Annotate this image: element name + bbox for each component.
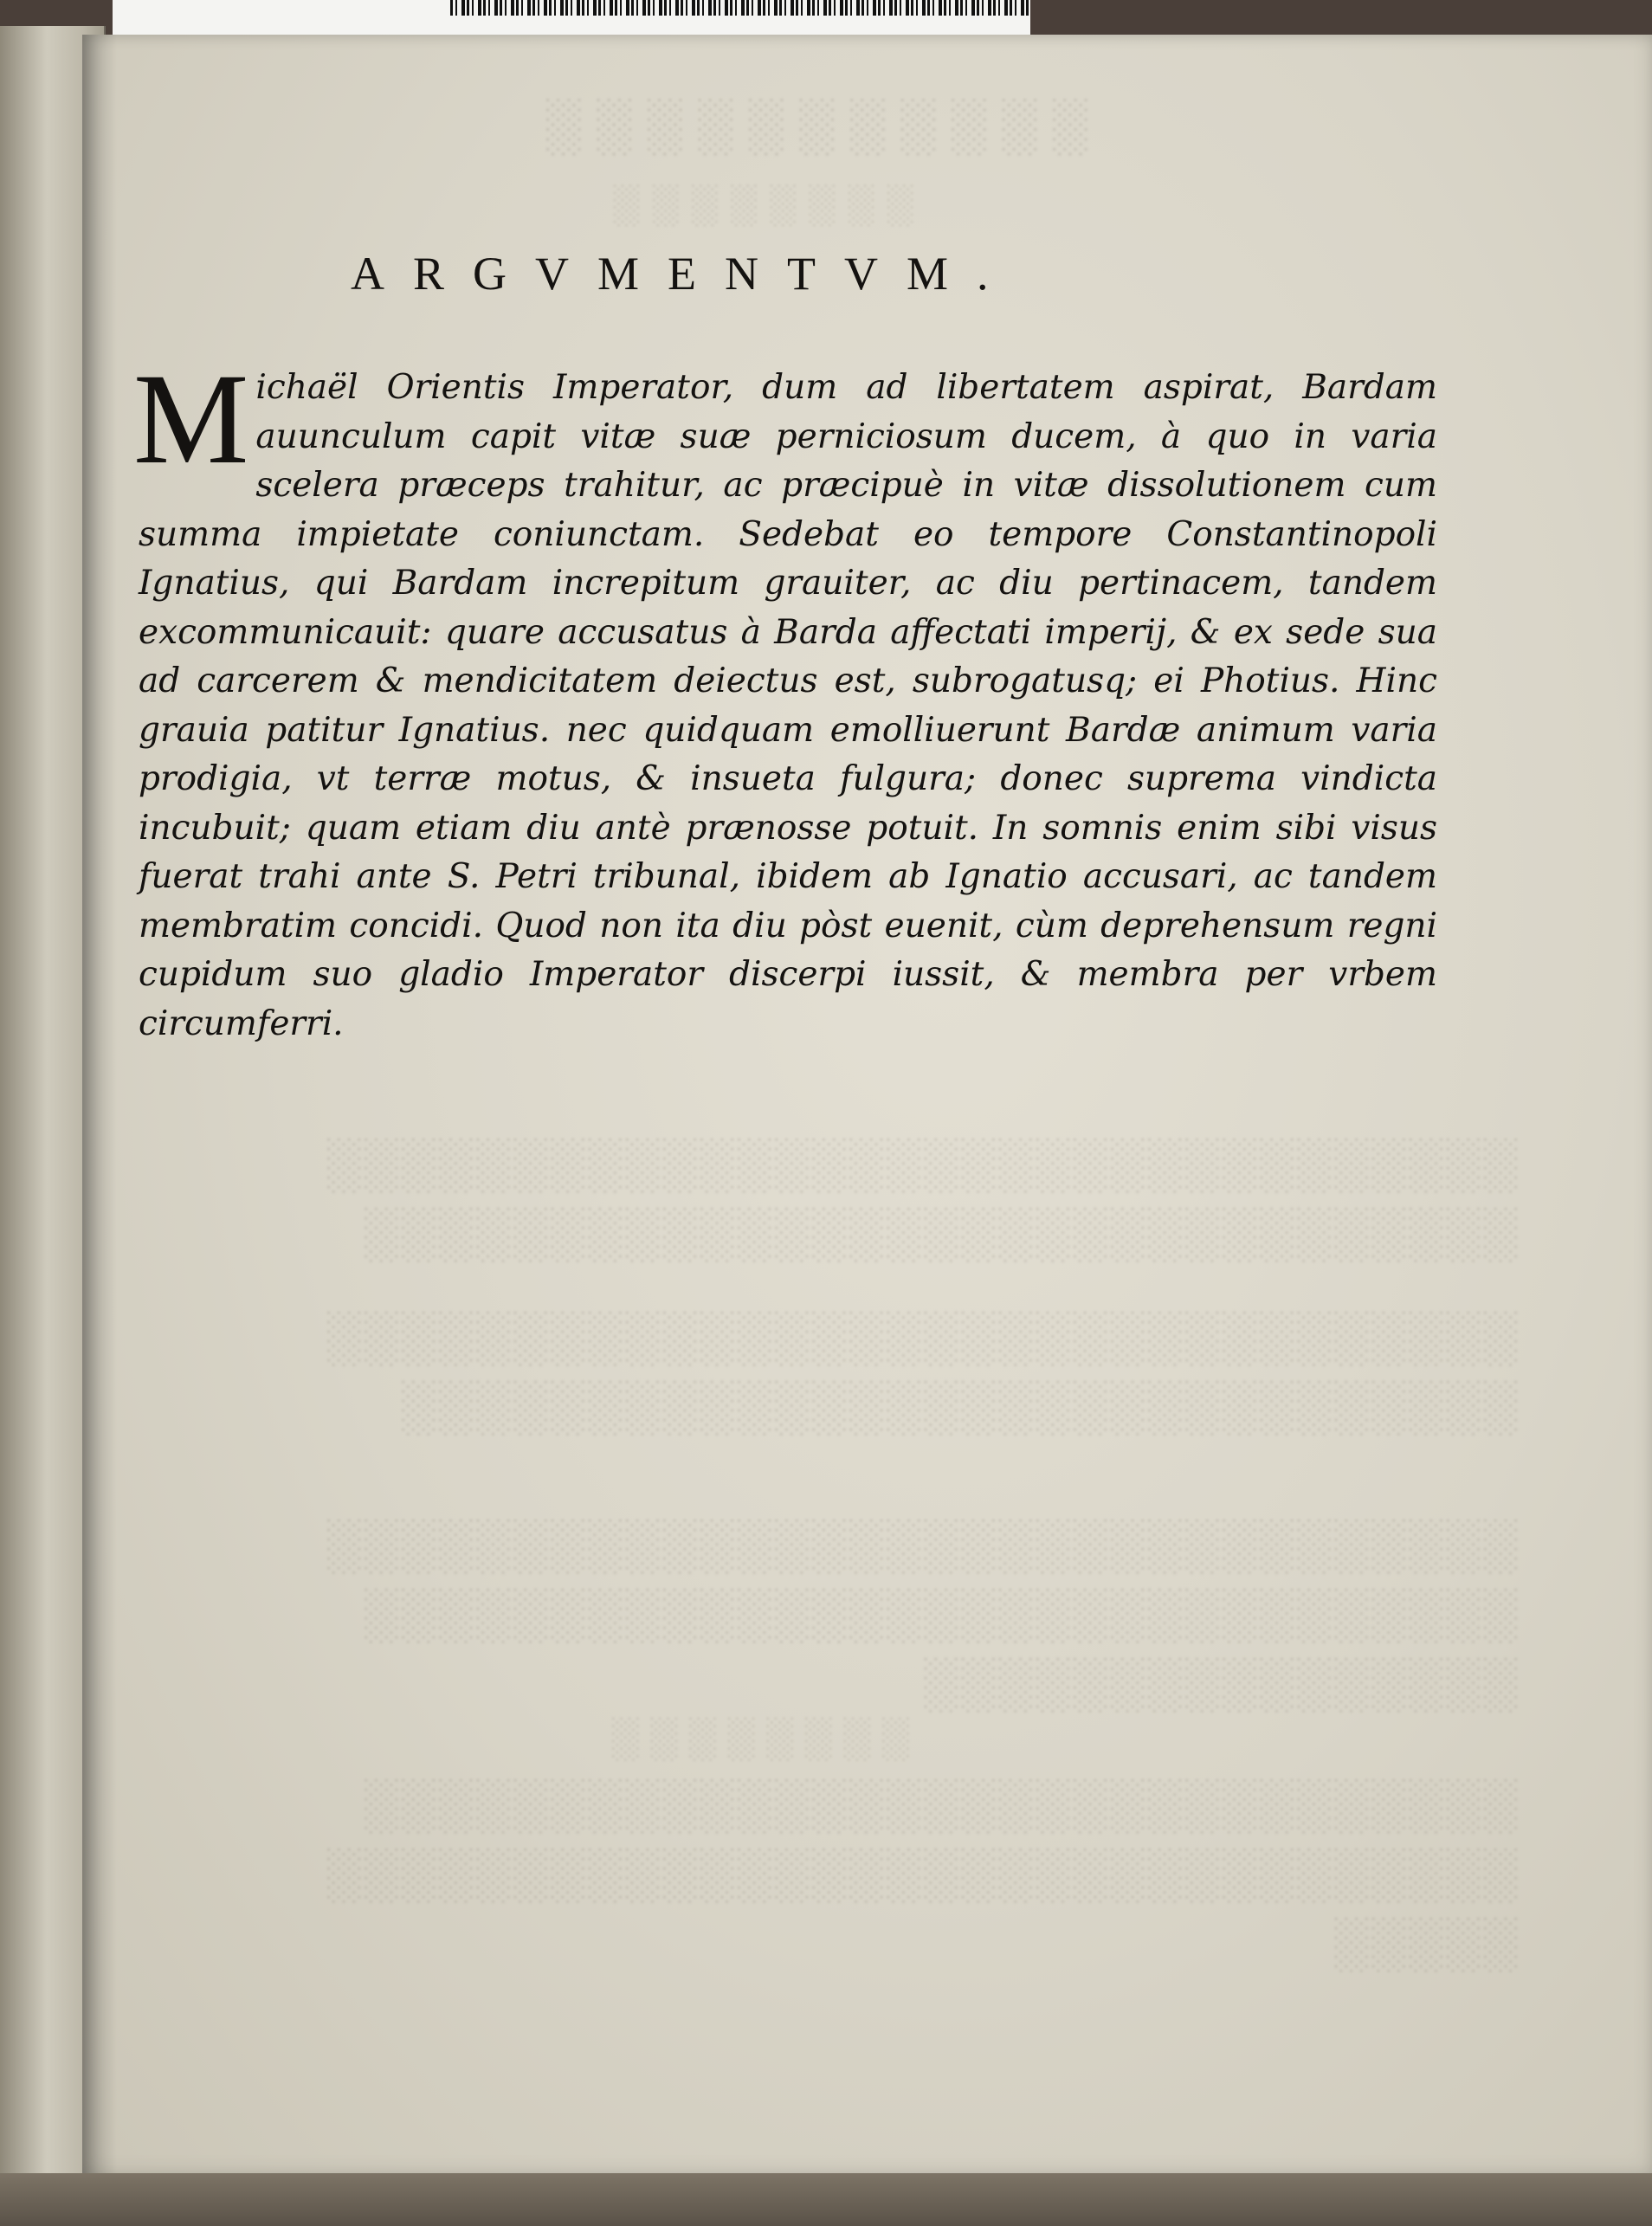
- bleed-through-text: ░░░░░░░░░░░░░░░░░░░░░░░░░░░░░░░: [363, 1776, 1520, 1832]
- bleed-through-text: ░░░░░░░░░░░░░░░░░░░░░░░░░░░░░░░░: [326, 1845, 1520, 1901]
- drop-cap: M: [133, 347, 249, 491]
- bleed-through-text: ░░░░░░░░: [602, 183, 915, 225]
- bleed-through-text: ░░░░░░░░░░░░░░░░░░░░░░░░░░░░░░░░: [326, 1516, 1520, 1572]
- paragraph-text: ichaël Orientis Imperator, dum ad libertatem aspirat, Bardam auunculum capit vitæ suæ perniciosum ducem, à quo in varia scelera præceps trahitur, ac præcipuè in vitæ dissolutionem cum summa impietate coniunctam. Sedebat eo tempore Constantinopoli Ignatius, qui Bardam increpitum grauiter, ac diu pertinacem, tandem excommunicauit: quare accusatus à Barda affectati imperij, & ex sede sua ad carcerem & mendicitatem deiectus est, subrogatusq; ei Photius. Hinc grauia patitur Ignatius. nec quidquam emolliuerunt Bardæ animum varia prodigia, vt terræ motus, & insueta fulgura; donec suprema vindicta incubuit; quam etiam diu antè prænosse potuit. In somnis enim sibi visus fuerat trahi ante S. Petri tribunal, ibidem ab Ignatio accusari, ac tandem membratim concidi. Quod non ita diu pòst euenit, cùm deprehensum regni cupidum suo gladio Imperator discerpi iussit, & membra per vrbem circumferri.: [139, 368, 1437, 1043]
- bleed-through-text: ░░░░░░░░░░░░░░░░░░░░░░░░░░░░░░░░: [326, 1308, 1520, 1365]
- bleed-through-text: ░░░░░░░░░░░░░░░░░░░░░░░░░░░░░░: [400, 1378, 1520, 1434]
- bleed-through-text: ░░░░░░░░: [602, 1715, 911, 1759]
- bleed-through-text: ░░░░░░░░░░░░░░░░░░░░░░░░░░░░░░░: [363, 1585, 1520, 1642]
- bleed-through-text: ░░░░░: [1333, 1914, 1520, 1971]
- bleed-through-text: ░░░░░░░░░░░░░░░░: [922, 1655, 1520, 1711]
- page-title: ARGVMENTVM.: [351, 248, 1017, 300]
- book-bottom-edge: [0, 2173, 1652, 2226]
- bleed-through-text: ░░░░░░░░░░░░░░░░░░░░░░░░░░░░░░░░: [326, 1135, 1520, 1191]
- argument-paragraph: [133, 347, 1437, 1048]
- bleed-through-text: ░░░░░░░░░░░░░░░░░░░░░░░░░░░░░░░: [363, 1204, 1520, 1261]
- book-page: [82, 35, 1652, 2182]
- bleed-through-text: ░░░░░░░░░░░: [532, 96, 1090, 153]
- barcode: [450, 0, 1030, 16]
- gutter-shadow: [82, 35, 117, 2182]
